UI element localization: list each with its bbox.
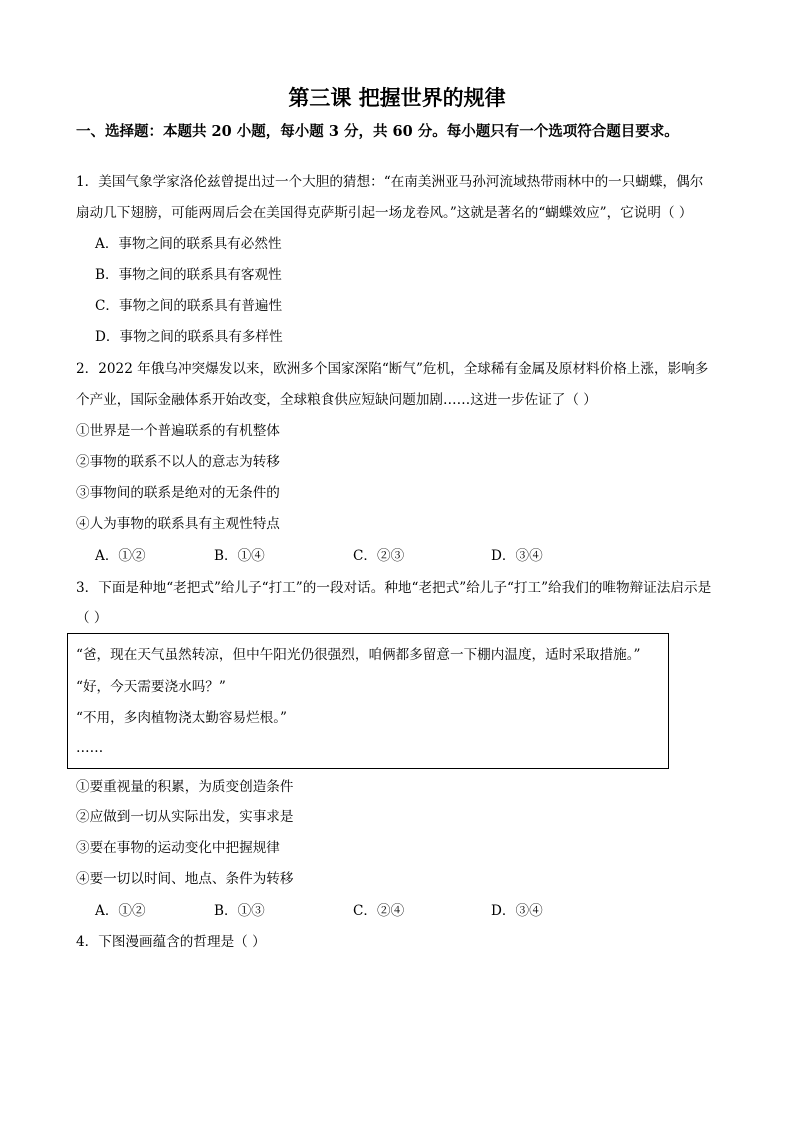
q4-stem-line1: 4．下图漫画蕴含的哲理是（ ）	[76, 934, 266, 950]
q2-stem-line2: 个产业，国际金融体系开始改变，全球粮食供应短缺问题加剧……这进一步佐证了（ ）	[76, 392, 597, 408]
q2-statement-1: ①世界是一个普遍联系的有机整体	[76, 423, 280, 439]
q3-stem-line1: 3．下面是种地“老把式”给儿子“打工”的一段对话。种地“老把式”给儿子“打工”给我们的唯物辩证法启示是	[76, 580, 712, 596]
q1-option-b: B．事物之间的联系具有客观性	[95, 267, 282, 283]
q3-stem-line2: （ ）	[76, 610, 108, 626]
q3-statement-4: ④要一切以时间、地点、条件为转移	[76, 871, 294, 887]
q3-choice-d: D．③④	[491, 903, 543, 919]
dialog-line-1: “爸，现在天气虽然转凉，但中午阳光仍很强烈，咱俩都多留意一下棚内温度，适时采取措施。”	[76, 647, 641, 663]
q2-stem-line1: 2．2022 年俄乌冲突爆发以来，欧洲多个国家深陷“断气”危机，全球稀有金属及原材料价格上涨，影响多	[76, 361, 709, 377]
q1-option-c: C．事物之间的联系具有普遍性	[95, 298, 283, 314]
q2-statement-2: ②事物的联系不以人的意志为转移	[76, 454, 280, 470]
q2-choice-a: A．①②	[95, 548, 146, 564]
dialog-line-4: ……	[76, 740, 104, 756]
q3-choice-c: C．②④	[353, 903, 405, 919]
q3-choice-a: A．①②	[95, 903, 146, 919]
q1-stem-line1: 1．美国气象学家洛伦兹曾提出过一个大胆的猜想：“在南美洲亚马孙河流域热带雨林中的一只蝴蝶，偶尔	[76, 174, 704, 190]
dialog-line-3: “不用，多肉植物浇太勤容易烂根。”	[76, 710, 288, 726]
q2-choice-c: C．②③	[353, 548, 405, 564]
page-title: 第三课 把握世界的规律	[288, 86, 506, 110]
q3-statement-1: ①要重视量的积累，为质变创造条件	[76, 779, 294, 795]
q2-statement-4: ④人为事物的联系具有主观性特点	[76, 516, 280, 532]
q3-statement-2: ②应做到一切从实际出发，实事求是	[76, 809, 294, 825]
q1-stem-line2: 扇动几下翅膀，可能两周后会在美国得克萨斯引起一场龙卷风。”这就是著名的“蝴蝶效应”，它说明（ ）	[76, 205, 693, 221]
q2-choice-b: B．①④	[214, 548, 265, 564]
q2-choice-d: D．③④	[491, 548, 543, 564]
q1-option-a: A．事物之间的联系具有必然性	[95, 236, 282, 252]
q3-statement-3: ③要在事物的运动变化中把握规律	[76, 840, 280, 856]
q3-choice-b: B．①③	[214, 903, 265, 919]
dialog-line-2: “好，今天需要浇水吗？”	[76, 679, 226, 695]
q1-option-d: D．事物之间的联系具有多样性	[95, 329, 283, 345]
section-heading: 一、选择题：本题共 20 小题，每小题 3 分，共 60 分。每小题只有一个选项符合题目要求。	[76, 123, 679, 140]
q2-statement-3: ③事物间的联系是绝对的无条件的	[76, 485, 280, 501]
